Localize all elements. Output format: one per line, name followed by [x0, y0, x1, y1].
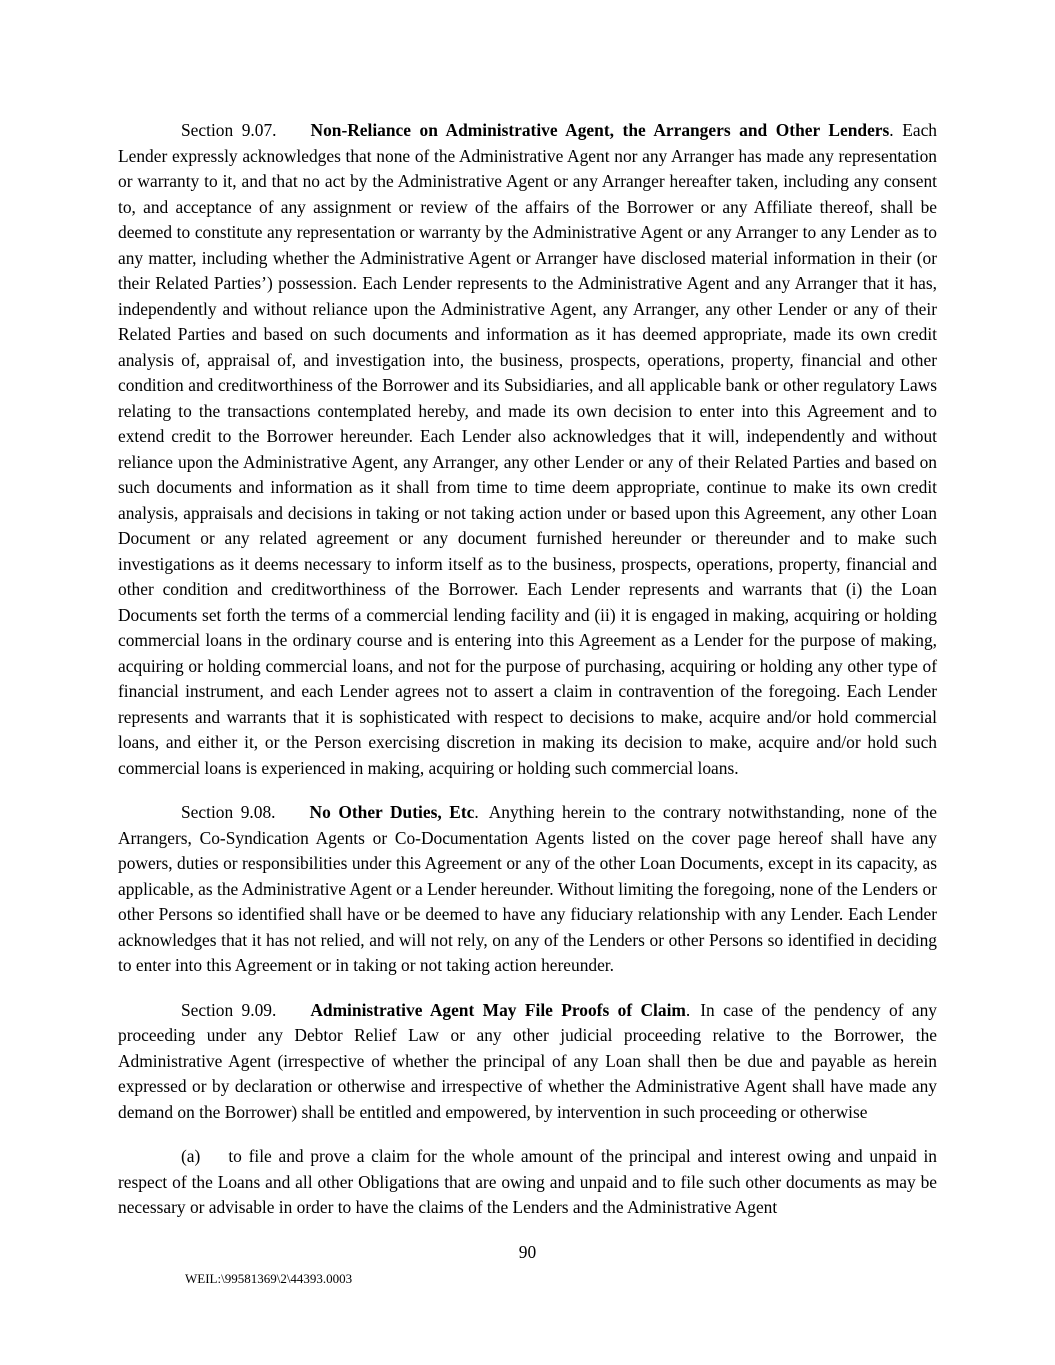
section-text-9-07: Each Lender expressly acknowledges that none of the Administrative Agent nor any Arranger has made any representation or warranty to it, and that no act by the Administrative Agent or any Arranger hereafter taken, including any consent to, and acceptance of any assignment or review of the affairs of the Borrower or any Affiliate thereof, shall be deemed to constitute any representation or warranty by the Administrative Agent or any Arranger to any Lender as to any matter, including whether the Administrative Agent or Arranger have disclosed material information in their (or their Related Parties’) possession. Each Lender represents to the Administrative Agent and any Arranger that it has, independently and without reliance upon the Administrative Agent, any Arranger, any other Lender or any of their Related Parties and based on such documents and information as it has deemed appropriate, made its own credit analysis of, appraisal of, and investigation into, the business, prospects, operations, property, financial and other condition and creditworthiness of the Borrower and its Subsidiaries, and all applicable bank or other regulatory Laws relating to the transactions contemplated hereby, and made its own decision to enter into this Agreement and to extend credit to the Borrower hereunder. Each Lender also acknowledges that it will, independently and without reliance upon the Administrative Agent, any Arranger, any other Lender or any of their Related Parties and based on such documents and information as it shall from time to time deem appropriate, continue to make its own credit analysis, appraisals and decisions in taking or not taking action under or based upon this Agreement, any other Loan Document or any related agreement or any document furnished hereunder or thereunder and to make such investigations as it deems necessary to inform itself as to the business, prospects, operations, property, financial and other condition and creditworthiness of the Borrower. Each Lender represents and warrants that (i) the Loan Documents set forth the terms of a commercial lending facility and (ii) it is engaged in making, acquiring or holding commercial loans in the ordinary course and is entering into this Agreement as a Lender for the purpose of making, acquiring or holding commercial loans, and not for the purpose of purchasing, acquiring or holding any other type of financial instrument, and each Lender agrees not to assert a claim in contravention of the foregoing. Each Lender represents and warrants that it is sophisticated with respect to decisions to make, acquire and/or hold commercial loans, and either it, or the Person exercising discretion in making its decision to make, acquire and/or hold such commercial loans is experienced in making, acquiring or holding such commercial loans. — [118, 120, 937, 778]
section-label-9-09: Section 9.09. — [181, 999, 277, 1020]
page-number: 90 — [518, 1241, 537, 1262]
section-heading-trailing-9-07: . — [889, 120, 894, 140]
section-text-9-09: In case of the pendency of any proceeding under any Debtor Relief Law or any other judicial proceeding relative to the Borrower, the Administrative Agent (irrespective of whether the principal of any Loan shall then be due and payable as herein expressed or by declaration or otherwise and irrespective of whether the Administrative Agent shall have made any demand on the Borrower) shall be entitled and empowered, by intervention in such proceeding or otherwise — [118, 999, 937, 1122]
footer-reference: WEIL:\99581369\2\44393.0003 — [185, 1271, 353, 1286]
list-item-marker: (a) — [181, 1146, 201, 1166]
section-heading-9-09: Administrative Agent May File Proofs of Claim — [310, 999, 686, 1020]
section-heading-trailing-9-09: . — [685, 999, 691, 1020]
list-item — [118, 1144, 937, 1221]
section-heading-9-07: Non-Reliance on Administrative Agent, the Arrangers and Other Lenders — [310, 120, 890, 140]
section-label-9-08: Section 9.08. — [181, 802, 276, 822]
section-paragraph-9-08 — [118, 800, 937, 979]
list-item-text: to file and prove a claim for the whole amount of the principal and interest owing and unpaid in respect of the Loans and all other Obligations that are owing and unpaid and to file such other documents as may be necessary or advisable in order to have the claims of the Lenders and the Administrative Agent — [118, 1146, 937, 1217]
section-heading-9-08: No Other Duties, Etc — [309, 802, 475, 822]
section-heading-trailing-9-08: . — [474, 802, 479, 822]
section-label-9-07: Section 9.07. — [181, 120, 277, 140]
document-body — [118, 118, 937, 1265]
section-text-9-08: Anything herein to the contrary notwithstanding, none of the Arrangers, Co-Syndication Agents or Co-Documentation Agents listed on the cover page hereof shall have any powers, duties or responsibilities under this Agreement or any of the other Loan Documents, except in its capacity, as applicable, as the Administrative Agent or a Lender hereunder. Without limiting the foregoing, none of the Lenders or other Persons so identified shall have or be deemed to have any fiduciary relationship with any Lender. Each Lender acknowledges that it has not relied, and will not rely, on any of the Lenders or other Persons so identified in deciding to enter into this Agreement or in taking or not taking action hereunder. — [118, 802, 938, 975]
section-paragraph-9-09 — [118, 998, 937, 1126]
section-paragraph-9-07 — [118, 118, 937, 781]
